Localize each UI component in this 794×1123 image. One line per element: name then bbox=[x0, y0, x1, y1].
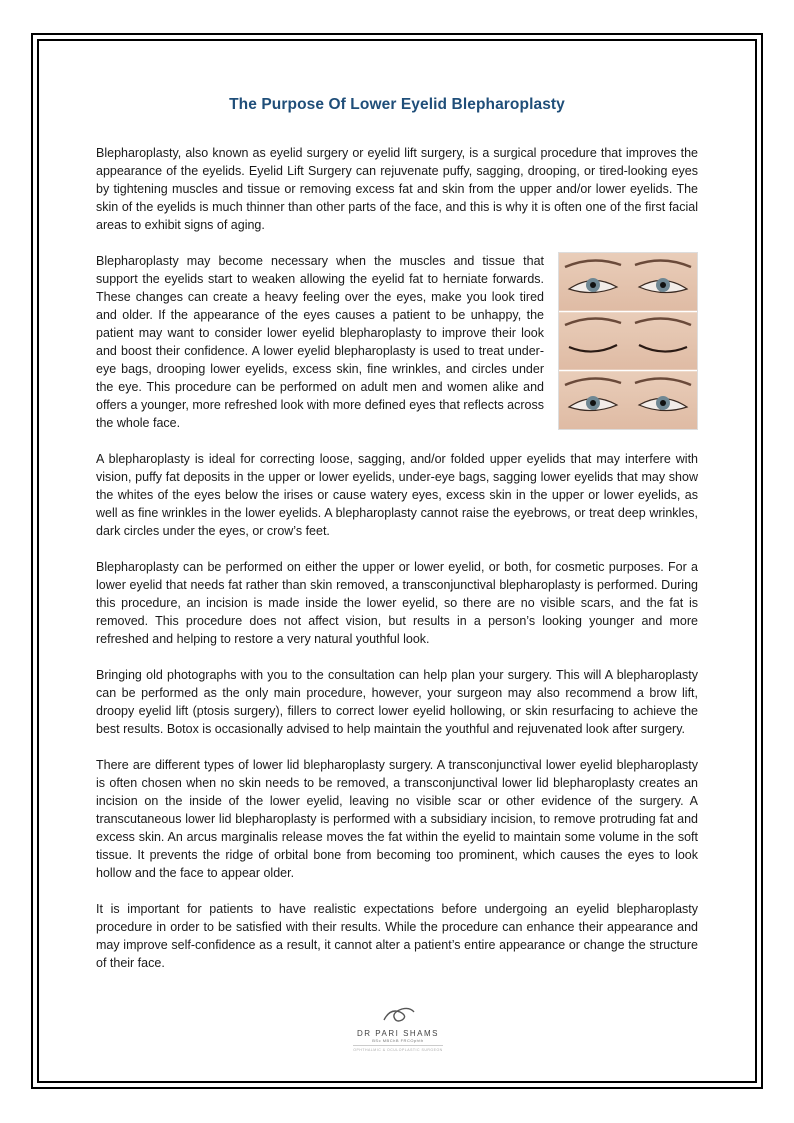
brand-logo bbox=[343, 1006, 453, 1054]
paragraph-necessity: Blepharoplasty may become necessary when the muscles and tissue that support the eyelids start to weaken allowing the eyelid fat to herniate forwards. These changes can create a heavy feeling over the eyes, make you look tired and older. If the appearance of the eyes causes a patient to be unhappy, the patient may want to consider lower eyelid blepharoplasty to improve their look and boost their confidence. A lower eyelid blepharoplasty is used to treat under-eye bags, drooping lower eyelids, excess skin, fine wrinkles, and circles under the eye. This procedure can be performed on adult men and women alike and offers a younger, more refreshed look with more defined eyes that reflects across the whole face. bbox=[96, 254, 544, 430]
document-body bbox=[96, 96, 698, 990]
paragraph-consultation: Bringing old photographs with you to the consultation can help plan your surgery. This will A blepharoplasty can be performed as the only main procedure, however, your surgeon may also recommend a brow lift, droopy eyelid lift (ptosis surgery), fillers to correct lower eyelid hollowing, or skin resurfacing to achieve the best results. Botox is occasionally advised to help maintain the youthful and rejuvenated look after surgery. bbox=[96, 668, 698, 736]
logo-tagline: OPHTHALMIC & OCULOPLASTIC SURGEON bbox=[353, 1048, 443, 1052]
paragraph-expectations: It is important for patients to have realistic expectations before undergoing an eyelid blepharoplasty procedure in order to be satisfied with their results. While the procedure can enhance their appearance and may improve self-confidence as a result, it cannot alter a patient’s entire appearance or change the structure of their face. bbox=[96, 902, 698, 970]
logo-credentials: BSc MBChB FRCOphth bbox=[372, 1038, 424, 1043]
paragraph-procedure: Blepharoplasty can be performed on either the upper or lower eyelid, or both, for cosmetic purposes. For a lower eyelid that needs fat rather than skin removed, a transconjunctival blepharoplasty is performed. During this procedure, an incision is made inside the lower eyelid, so there are no visible scars, and the fat is removed. This procedure does not affect vision, but results in a person’s looking younger and more refreshed and helping to restore a very natural youthful look. bbox=[96, 560, 698, 646]
paragraph-intro: Blepharoplasty, also known as eyelid surgery or eyelid lift surgery, is a surgical procedure that improves the appearance of the eyelids. Eyelid Lift Surgery can rejuvenate puffy, sagging, drooping, or tired-looking eyes by tightening muscles and tissue or removing excess fat and skin from the upper and/or lower eyelids. The skin of the eyelids is much thinner than other parts of the face, and this is why it is often one of the first facial areas to exhibit signs of aging. bbox=[96, 146, 698, 232]
logo-swirl-icon bbox=[378, 1006, 418, 1024]
logo-divider bbox=[353, 1045, 443, 1046]
page-title: The Purpose Of Lower Eyelid Blepharoplasty bbox=[229, 96, 565, 113]
eyes-photo bbox=[558, 252, 698, 430]
paragraph-ideal: A blepharoplasty is ideal for correcting loose, sagging, and/or folded upper eyelids that may interfere with vision, puffy fat deposits in the upper or lower eyelids, under-eye bags, sagging lower eyelids that may show the whites of the eyes below the irises or cause watery eyes, excess skin in the upper or lower eyelids, as well as fine wrinkles in the lower eyelids. A blepharoplasty cannot raise the eyebrows, or treat deep wrinkles, dark circles under the eyes, or crow’s feet. bbox=[96, 452, 698, 538]
logo-name: DR PARI SHAMS bbox=[356, 1029, 440, 1038]
paragraph-types: There are different types of lower lid blepharoplasty surgery. A transconjunctival lower eyelid blepharoplasty is often chosen when no skin needs to be removed, a transconjunctival lower lid blepharoplasty creates an incision on the inside of the lower eyelid, leaving no visible scar or other evidence of the surgery. A transcutaneous lower lid blepharoplasty is performed with a subsidiary incision, to remove protruding fat and excess skin. An arcus marginalis release moves the fat within the eyelid to maintain some volume in the soft tissue. It prevents the ridge of orbital bone from becoming too prominent, which causes the eyes to look hollow and the face to appear older. bbox=[96, 758, 698, 880]
paragraph-with-image bbox=[96, 252, 698, 450]
